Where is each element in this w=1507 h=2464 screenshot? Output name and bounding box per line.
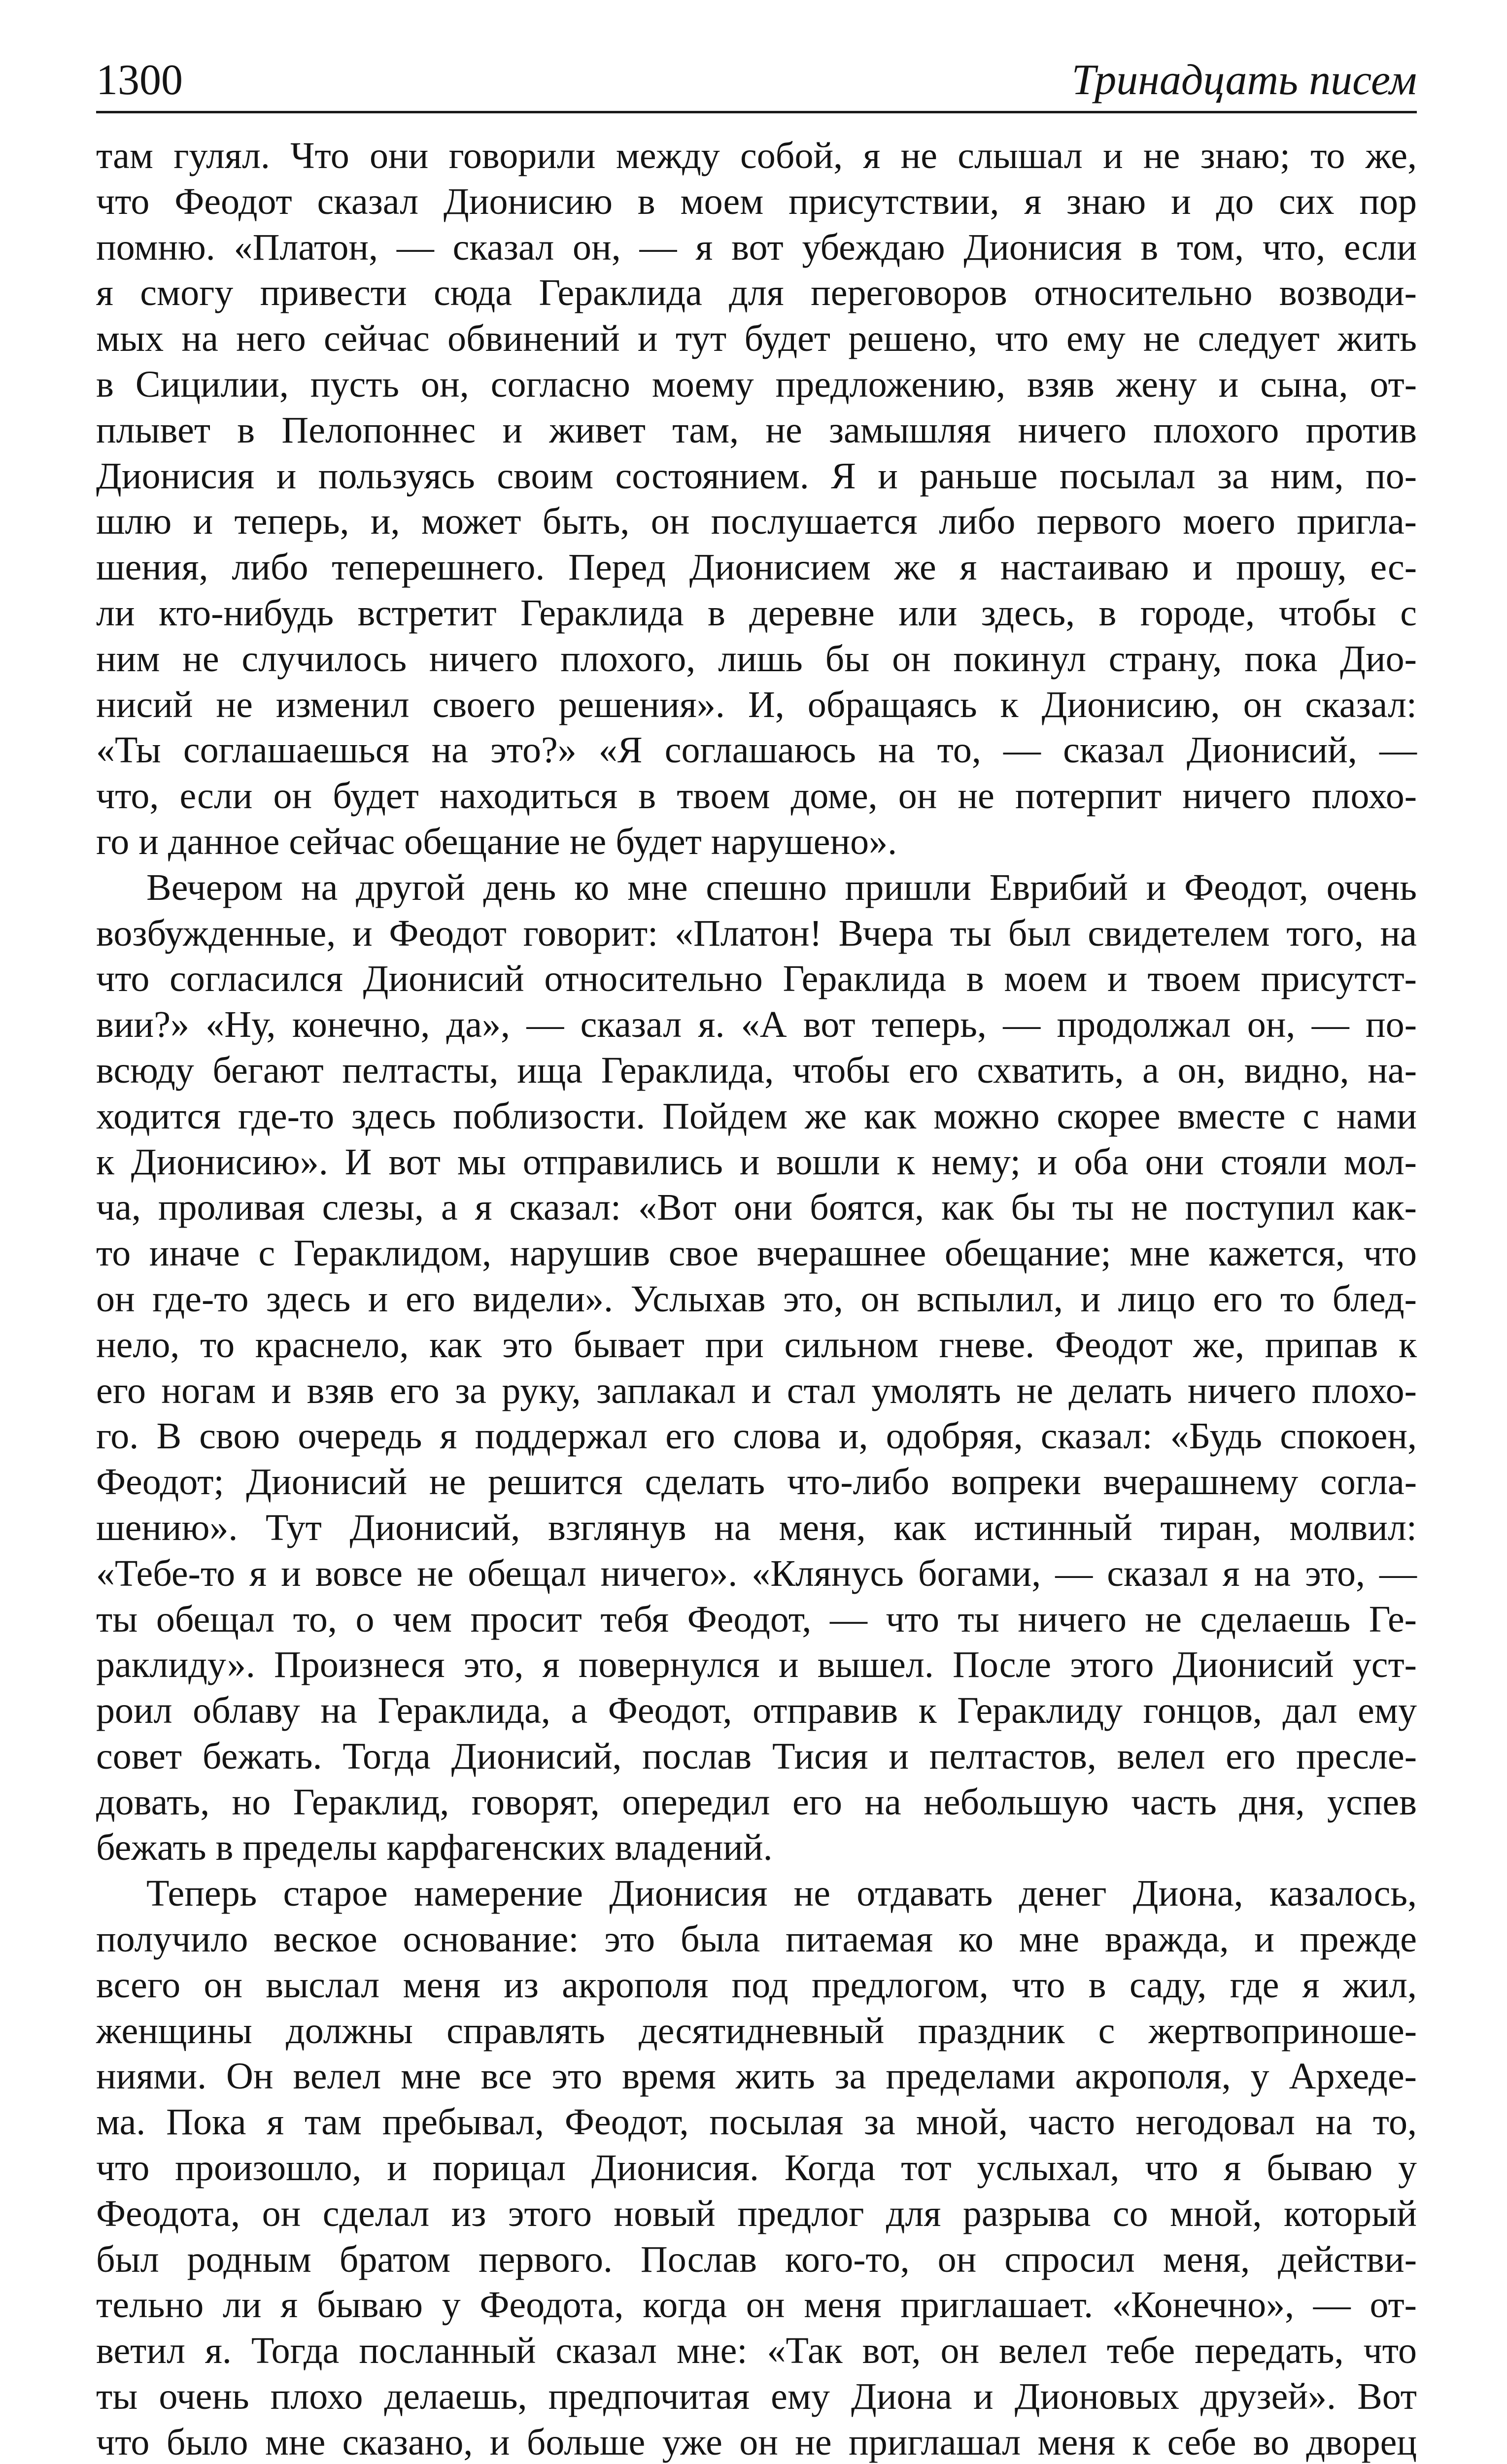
text-line: нисий не изменил своего решения». И, обращаясь к Дионисию, он сказал: [96, 684, 1417, 725]
text-line: там гулял. Что они говорили между собой, я не слышал и не знаю; то же, [96, 135, 1417, 176]
text-line: Теперь старое намерение Дионисия не отдавать денег Диона, казалось, [146, 1873, 1417, 1915]
text-line: ма. Пока я там пребывал, Феодот, посылая за мной, часто негодовал на то, [96, 2101, 1417, 2143]
text-line: тельно ли я бываю у Феодота, когда он меня приглашает. «Конечно», — от- [96, 2284, 1417, 2326]
text-line: шения, либо теперешнего. Перед Дионисием же я настаиваю и прошу, ес- [96, 547, 1417, 588]
text-line: «Тебе-то я и вовсе не обещал ничего». «Клянусь богами, — сказал я на это, — [96, 1552, 1417, 1594]
running-title: Тринадцать писем [1071, 56, 1417, 104]
text-line: к Дионисию». И вот мы отправились и вошли к нему; и оба они стояли мол- [96, 1141, 1417, 1183]
text-line: в Сицилии, пусть он, согласно моему предложению, взяв жену и сына, от- [96, 363, 1417, 405]
text-line: помню. «Платон, — сказал он, — я вот убеждаю Дионисия в том, что, если [96, 226, 1417, 268]
text-line: раклиду». Произнеся это, я повернулся и вышел. После этого Дионисий уст- [96, 1644, 1417, 1686]
text-line: всюду бегают пелтасты, ища Гераклида, чтобы его схватить, а он, видно, на- [96, 1049, 1417, 1091]
text-line: совет бежать. Тогда Дионисий, послав Тисия и пелтастов, велел его пресле- [96, 1735, 1417, 1777]
text-line: Вечером на другой день ко мне спешно пришли Еврибий и Феодот, очень [146, 866, 1417, 908]
text-line: всего он выслал меня из акрополя под предлогом, что в саду, где я жил, [96, 1964, 1417, 2006]
text-line: роил облаву на Гераклида, а Феодот, отправив к Гераклиду гонцов, дал ему [96, 1690, 1417, 1732]
text-line: женщины должны справлять десятидневный праздник с жертвоприноше- [96, 2010, 1417, 2052]
text-line: возбужденные, и Феодот говорит: «Платон! Вчера ты был свидетелем того, на [96, 912, 1417, 954]
text-line: Дионисия и пользуясь своим состоянием. Я и раньше посылал за ним, по- [96, 455, 1417, 497]
text-line: что, если он будет находиться в твоем доме, он не потерпит ничего плохо- [96, 775, 1417, 817]
text-line: я смогу привести сюда Гераклида для переговоров относительно возводи- [96, 272, 1417, 314]
text-line: что произошло, и порицал Дионисия. Когда тот услыхал, что я бываю у [96, 2147, 1417, 2189]
text-line: что было мне сказано, и больше уже он не приглашал меня к себе во дворец [96, 2421, 1417, 2463]
text-line: его ногам и взяв его за руку, заплакал и стал умолять не делать ничего плохо- [96, 1369, 1417, 1411]
text-line: ча, проливая слезы, а я сказал: «Вот они боятся, как бы ты не поступил как- [96, 1187, 1417, 1229]
text-line: бежать в пределы карфагенских владений. [96, 1827, 773, 1869]
text-line: вии?» «Ну, конечно, да», — сказал я. «А вот теперь, — продолжал он, — по- [96, 1004, 1417, 1046]
text-line: го и данное сейчас обещание не будет нарушено». [96, 821, 897, 862]
text-line: он где-то здесь и его видели». Услыхав это, он вспылил, и лицо его то блед- [96, 1278, 1417, 1320]
text-line: шению». Тут Дионисий, взглянув на меня, как истинный тиран, молвил: [96, 1506, 1417, 1548]
text-line: ходится где-то здесь поблизости. Пойдем же как можно скорее вместе с нами [96, 1095, 1417, 1137]
book-page [96, 52, 1417, 2464]
text-line: то иначе с Гераклидом, нарушив свое вчерашнее обещание; мне кажется, что [96, 1232, 1417, 1274]
text-line: ним не случилось ничего плохого, лишь бы он покинул страну, пока Дио- [96, 638, 1417, 680]
text-line: «Ты соглашаешься на это?» «Я соглашаюсь на то, — сказал Дионисий, — [96, 729, 1417, 771]
text-line: мых на него сейчас обвинений и тут будет решено, что ему не следует жить [96, 318, 1417, 360]
text-line: что Феодот сказал Дионисию в моем присутствии, я знаю и до сих пор [96, 180, 1417, 222]
text-line: ты очень плохо делаешь, предпочитая ему Диона и Дионовых друзей». Вот [96, 2376, 1417, 2418]
text-line: был родным братом первого. Послав кого-то, он спросил меня, действи- [96, 2238, 1417, 2280]
page-body [96, 133, 1417, 2464]
text-line: плывет в Пелопоннес и живет там, не замышляя ничего плохого против [96, 409, 1417, 451]
paragraph [96, 133, 1417, 865]
text-line: ли кто-нибудь встретит Гераклида в деревне или здесь, в городе, чтобы с [96, 592, 1417, 634]
text-line: ты обещал то, о чем просит тебя Феодот, — что ты ничего не сделаешь Ге- [96, 1598, 1417, 1640]
text-line: Феодот; Дионисий не решится сделать что-либо вопреки вчерашнему согла- [96, 1461, 1417, 1503]
text-line: довать, но Гераклид, говорят, опередил его на небольшую часть дня, успев [96, 1781, 1417, 1823]
text-line: нело, то краснело, как это бывает при сильном гневе. Феодот же, припав к [96, 1324, 1417, 1366]
text-line: ветил я. Тогда посланный сказал мне: «Так вот, он велел тебе передать, что [96, 2330, 1417, 2372]
text-line: ниями. Он велел мне все это время жить за пределами акрополя, у Археде- [96, 2055, 1417, 2097]
page-header [96, 52, 1417, 113]
text-line: Феодота, он сделал из этого новый предлог для разрыва со мной, который [96, 2192, 1417, 2234]
paragraph [96, 865, 1417, 1871]
text-line: го. В свою очередь я поддержал его слова и, одобряя, сказал: «Будь спокоен, [96, 1415, 1417, 1457]
text-line: получило веское основание: это была питаемая ко мне вражда, и прежде [96, 1918, 1417, 1960]
text-line: что согласился Дионисий относительно Гераклида в моем и твоем присутст- [96, 958, 1417, 1000]
paragraph [96, 1871, 1417, 2464]
page-number: 1300 [96, 56, 183, 104]
text-line: шлю и теперь, и, может быть, он послушается либо первого моего пригла- [96, 501, 1417, 543]
